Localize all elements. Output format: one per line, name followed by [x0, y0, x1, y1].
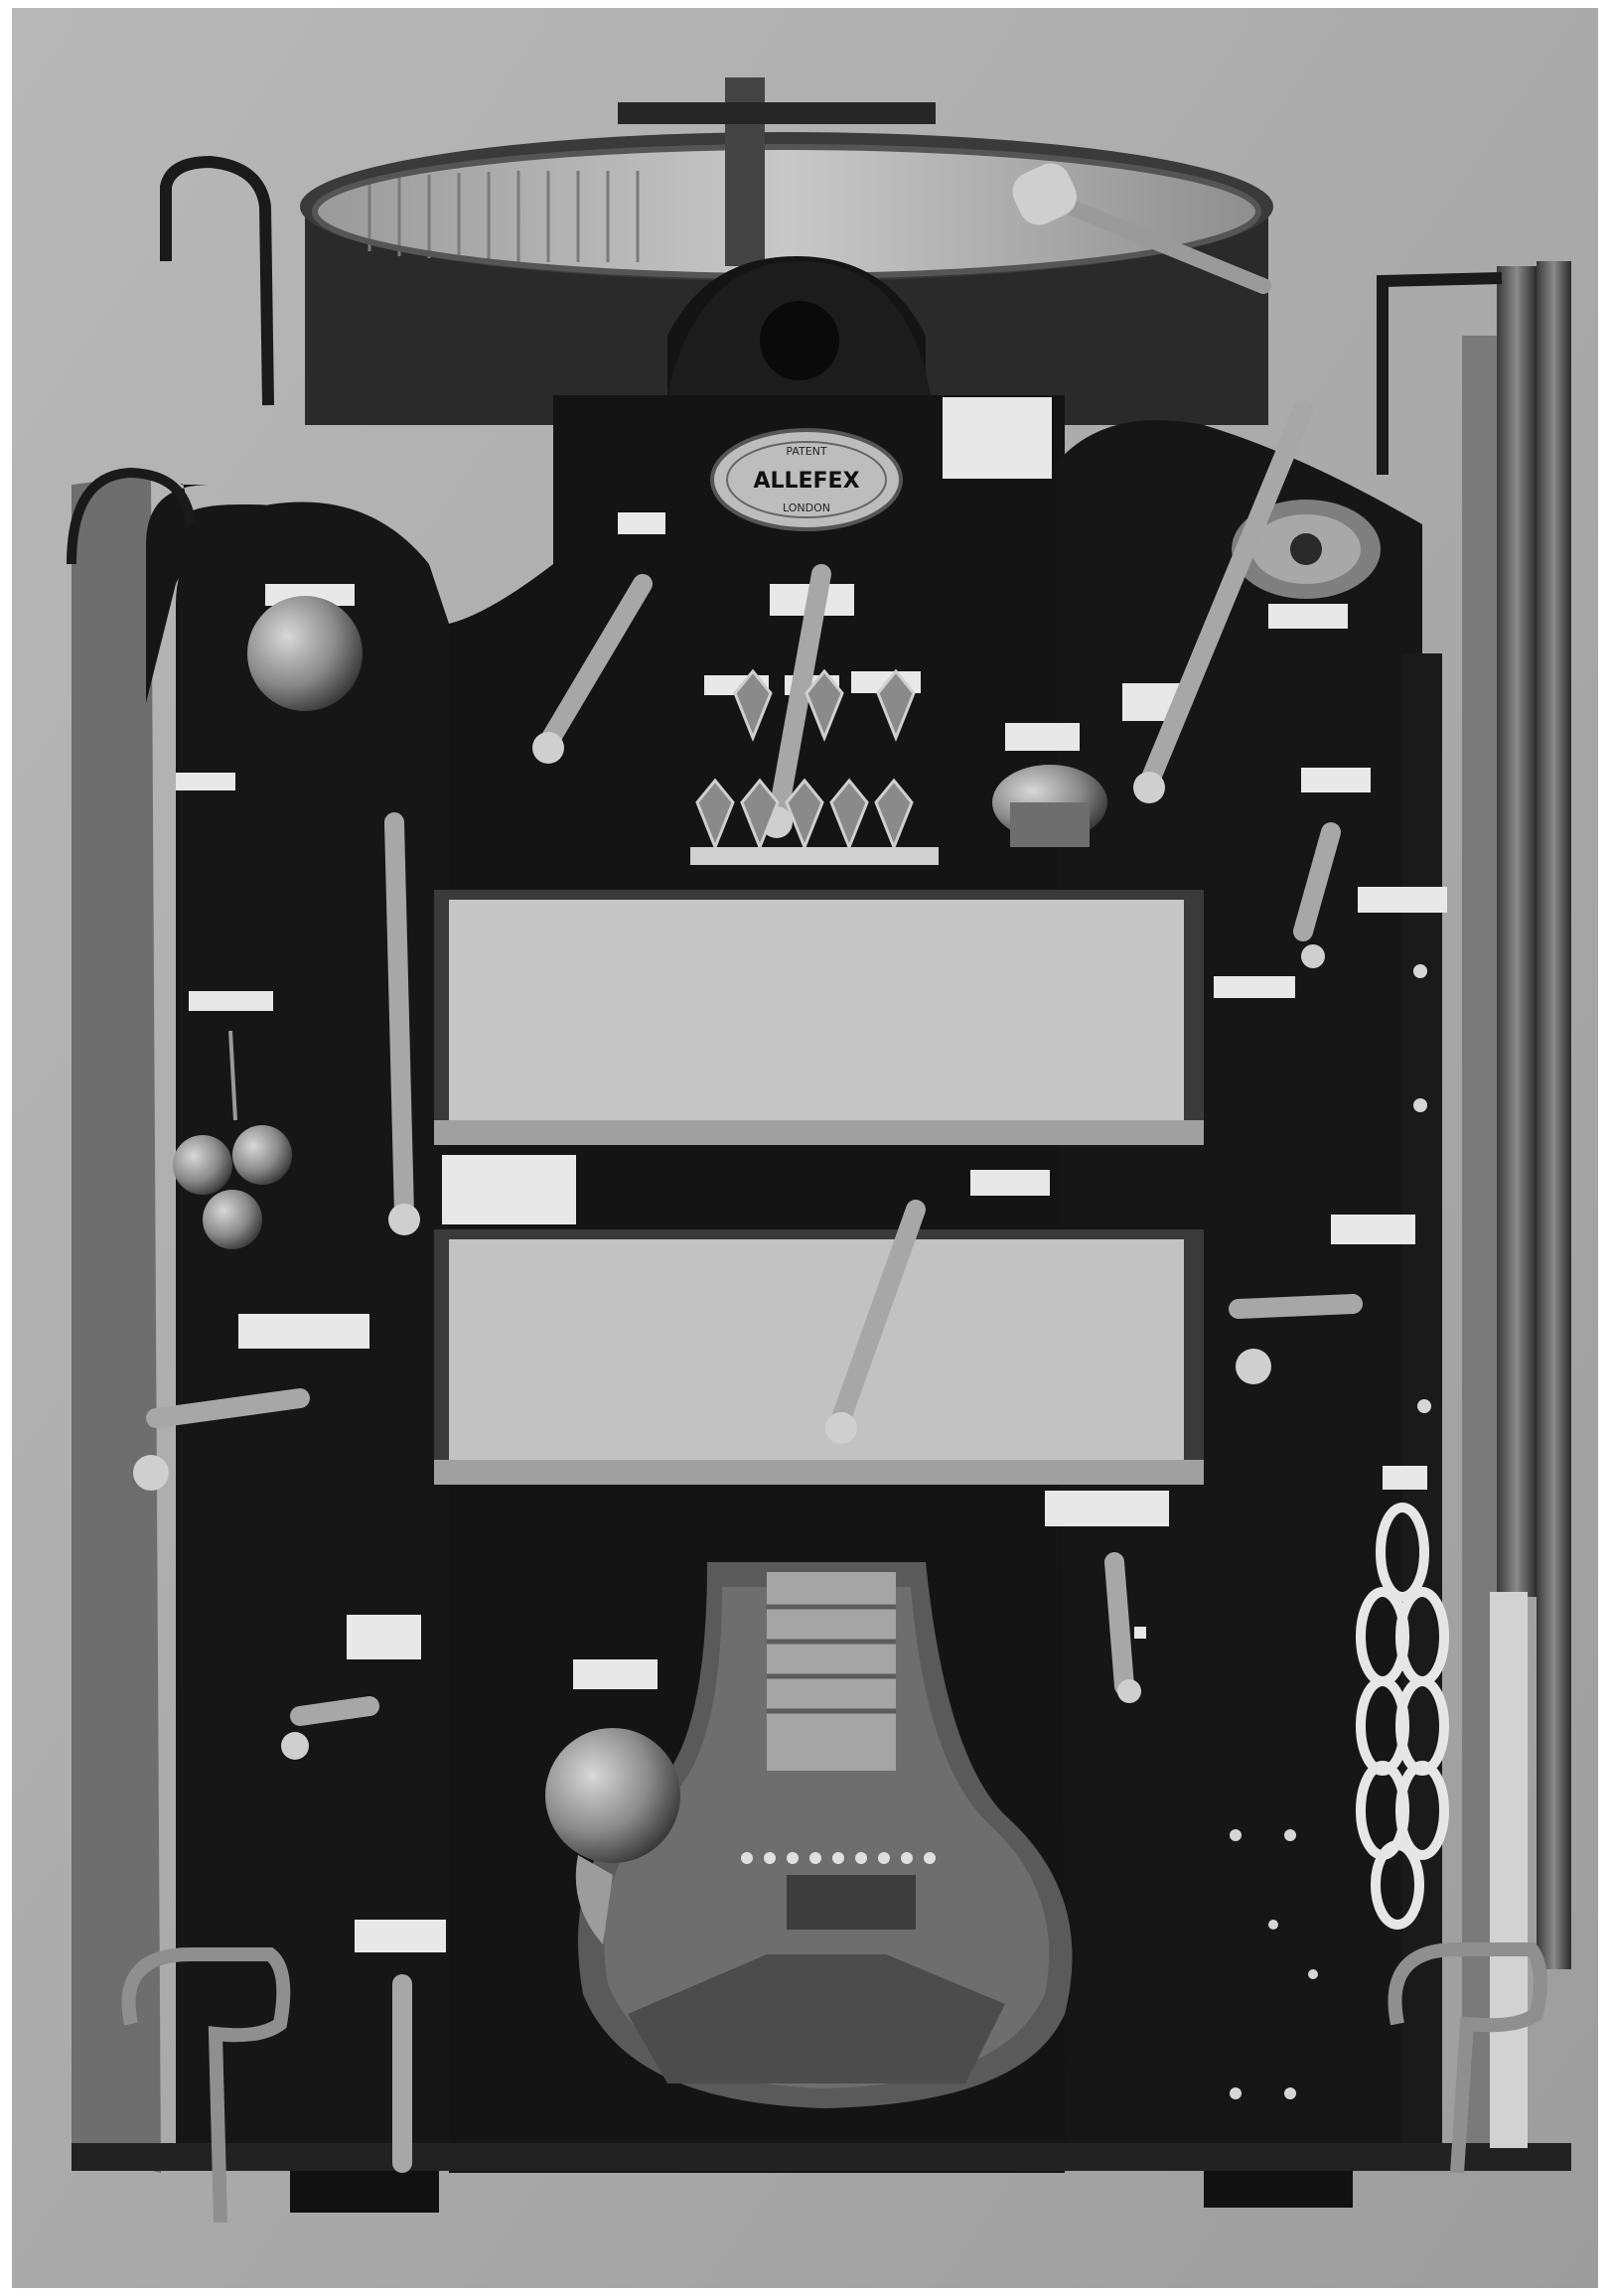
bellows: [767, 1572, 896, 1771]
allefex-photograph: [12, 8, 1598, 2288]
lower-panel: [434, 1229, 1204, 1485]
nameplate-bottom-text: LONDON: [783, 502, 830, 514]
nameplate-brand: ALLEFEX: [753, 469, 860, 494]
nameplate-top-text: PATENT: [786, 445, 827, 458]
row-of-studs: [741, 1852, 936, 1864]
wooden-ball: [247, 596, 363, 711]
valve-bar: [690, 847, 939, 865]
left-side-board: [72, 475, 161, 2173]
nameplate: [712, 430, 901, 529]
upper-panel: [434, 890, 1204, 1145]
